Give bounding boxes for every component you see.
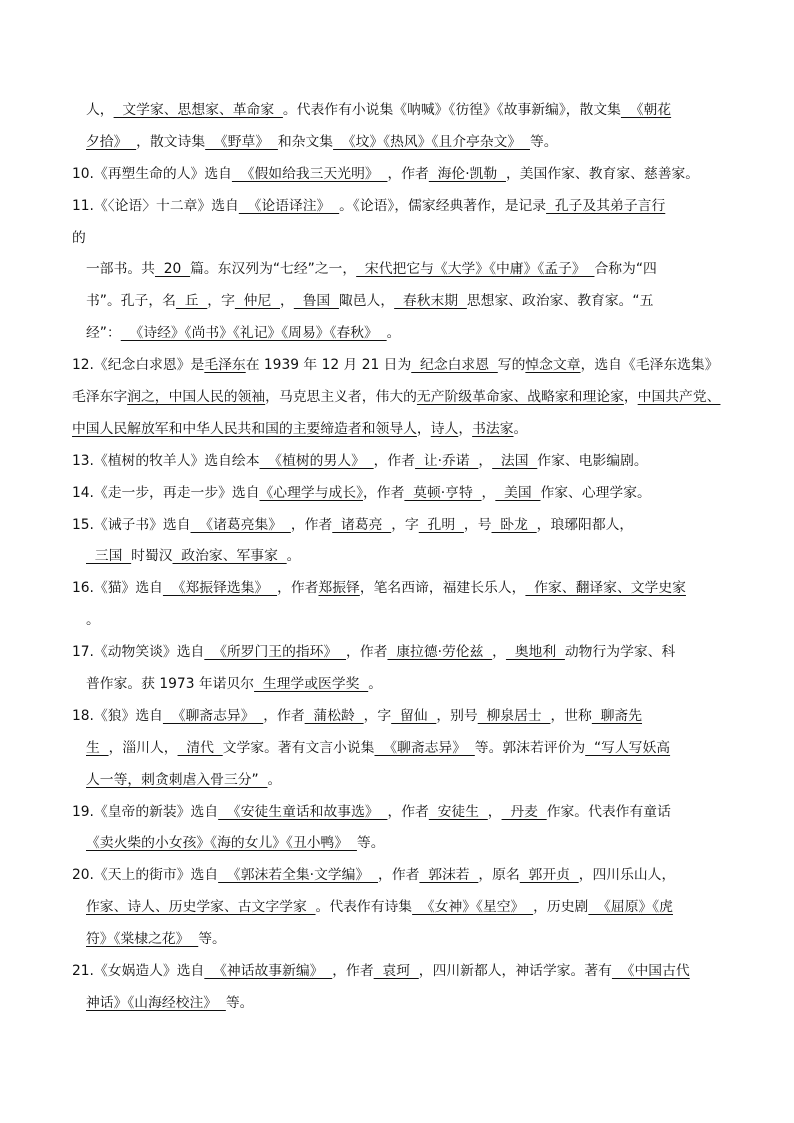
- answer-blank: 《女神》《星空》: [412, 899, 534, 916]
- text-line: [72, 605, 732, 637]
- answer-blank: 文学家、思想家、革命家: [113, 102, 283, 118]
- text-line: [72, 382, 732, 414]
- text-segment: 作家。代表作有童话: [546, 803, 671, 820]
- answer-blank: 《屈原》《虎: [588, 899, 673, 916]
- text-segment: ，: [478, 452, 493, 469]
- text-segment: 21.《女娲造人》选自: [72, 963, 205, 980]
- answer-blank: 孔子及其弟子言行: [546, 197, 666, 214]
- text-segment: ，世称: [550, 707, 592, 724]
- text-segment: ，: [623, 389, 638, 406]
- answer-blank: 康拉德·劳伦兹: [387, 644, 493, 661]
- answer-blank: “写人写妖高: [585, 739, 671, 756]
- answer-blank: 清代: [177, 739, 223, 756]
- answer-blank: 作家、诗人、历史学家、古文字学家: [86, 899, 316, 916]
- answer-blank: 法国: [492, 452, 538, 469]
- answer-blank: 无产阶级革命家、战略家和理论家: [416, 389, 624, 406]
- text-segment: 。: [86, 612, 100, 629]
- text-segment: 15.《诫子书》选自: [72, 516, 191, 533]
- answer-blank: 宋代把它与《大学》《中庸》《孟子》: [356, 261, 595, 278]
- text-segment: 等。: [356, 835, 385, 852]
- text-segment: 。: [286, 548, 301, 565]
- text-line: [72, 478, 732, 510]
- answer-blank: 卧龙: [491, 516, 537, 533]
- answer-blank: 符》《棠棣之花》: [86, 931, 199, 948]
- answer-blank: 中国共产党、: [637, 389, 721, 406]
- text-line: [72, 860, 732, 892]
- text-segment: 时蜀汉: [131, 548, 173, 565]
- text-segment: 。代表作有小说集《呐喊》《彷徨》《故事新编》，散文集: [282, 102, 621, 118]
- answer-blank: 奥地利: [505, 644, 565, 661]
- text-segment: ，原名: [478, 867, 520, 884]
- text-segment: 书”。孔子，名: [86, 293, 176, 310]
- text-line: [72, 127, 732, 159]
- answer-blank: 郭开贞: [519, 867, 579, 884]
- answer-blank: 袁珂: [373, 963, 419, 980]
- text-segment: ，作者: [346, 644, 388, 661]
- text-segment: 17.《动物笑谈》选自: [72, 644, 205, 661]
- text-segment: ，: [492, 644, 506, 661]
- document-body: [72, 95, 732, 1020]
- answer-blank: 蒲松龄: [304, 707, 364, 724]
- answer-blank: 丹麦: [501, 803, 547, 820]
- text-segment: ，选自《毛泽东选集》: [580, 357, 719, 374]
- text-segment: 和杂文集: [277, 133, 334, 150]
- text-segment: 20.《天上的街市》选自: [72, 867, 219, 884]
- text-segment: ，字: [363, 707, 392, 724]
- answer-blank: 《假如给我三天光明》: [231, 165, 388, 182]
- text-segment: 14.《走一步，再走一步》选自: [72, 484, 260, 501]
- answer-blank: 《聊斋志异》: [374, 739, 475, 756]
- text-segment: ，淄川人，: [108, 739, 178, 756]
- text-segment: ，字: [207, 293, 235, 310]
- text-line: [72, 350, 732, 382]
- text-segment: 一部书。共: [86, 261, 155, 278]
- answer-blank: 《安徒生童话和故事选》: [218, 803, 388, 820]
- text-line: [72, 95, 732, 127]
- answer-blank: 《聊斋志异》: [162, 707, 264, 724]
- text-line: [72, 669, 732, 701]
- text-line: [72, 446, 732, 478]
- text-line: [72, 733, 732, 765]
- text-line: [72, 765, 732, 797]
- answer-blank: 三国: [86, 548, 132, 565]
- answer-blank: 郑振铎: [318, 580, 360, 597]
- text-segment: 。《论语》，儒家经典著作，是记录: [339, 197, 547, 214]
- text-segment: ，字: [391, 516, 419, 533]
- text-segment: 10.《再塑生命的人》选自: [72, 165, 232, 182]
- answer-blank: 海伦·凯勒: [428, 165, 506, 182]
- text-segment: 文学家。著有文言小说集: [222, 739, 375, 756]
- answer-blank: 《所罗门王的指环》: [204, 644, 347, 661]
- text-segment: ，作者: [387, 165, 429, 182]
- text-segment: ，马克思主义者，伟大的: [265, 389, 417, 406]
- answer-blank: 诸葛亮: [332, 516, 392, 533]
- answer-blank: 莫顿·亨特: [404, 484, 482, 501]
- text-segment: ，: [416, 420, 431, 437]
- text-segment: 。: [368, 676, 382, 693]
- text-line: [72, 159, 732, 191]
- answer-blank: 丘: [175, 293, 208, 310]
- text-segment: 。: [267, 771, 282, 788]
- text-segment: 的: [72, 229, 86, 246]
- answer-blank: 夕拾》: [86, 133, 137, 150]
- answer-blank: 《郑振铎选集》: [162, 580, 278, 597]
- text-line: [72, 191, 732, 223]
- text-segment: 作家、心理学家。: [540, 484, 651, 501]
- text-segment: 。代表作有诗集: [315, 899, 413, 916]
- answer-blank: 《坟》《热风》《且介亭杂文》: [333, 133, 530, 150]
- text-segment: 人，: [86, 102, 114, 118]
- text-segment: ，四川新都人，神话学家。著有: [418, 963, 612, 980]
- text-segment: 写的: [497, 357, 526, 374]
- answer-blank: 郭沫若: [419, 867, 479, 884]
- text-line: [72, 318, 732, 350]
- text-segment: ，作者: [387, 803, 429, 820]
- text-segment: ，作者: [290, 516, 333, 533]
- text-line: [72, 988, 732, 1020]
- answer-blank: 仲尼: [234, 293, 281, 310]
- answer-blank: 诗人: [430, 420, 459, 437]
- text-segment: 思想家、政治家、教育家。“五: [466, 293, 654, 310]
- text-line: [72, 573, 732, 605]
- text-segment: ，: [487, 803, 502, 820]
- answer-blank: 安徒生: [428, 803, 488, 820]
- answer-blank: 作家、翻译家、文学史家: [525, 580, 686, 597]
- text-line: [72, 701, 732, 733]
- text-segment: ，作者: [277, 580, 319, 597]
- answer-blank: 人一等，刺贪刺虐入骨三分”: [86, 771, 268, 788]
- answer-blank: 毛泽东: [204, 357, 246, 374]
- answer-blank: 书法家: [472, 420, 514, 437]
- text-segment: ，四川乐山人，: [578, 867, 676, 884]
- text-line: [72, 797, 732, 829]
- answer-blank: 纪念白求恩: [411, 357, 498, 374]
- text-segment: 等。: [198, 931, 226, 948]
- text-segment: 13.《植树的牧羊人》选自绘本: [72, 452, 260, 469]
- answer-blank: 孔明: [418, 516, 464, 533]
- answer-blank: 《中国古代: [611, 963, 690, 980]
- answer-blank: 聊斋先: [591, 707, 643, 724]
- answer-blank: 春秋末期: [394, 293, 467, 310]
- answer-blank: 政治家、军事家: [172, 548, 287, 565]
- text-segment: 作家、电影编剧。: [537, 452, 648, 469]
- text-segment: 篇。东汉列为“七经”之一，: [190, 261, 357, 278]
- text-segment: ，: [280, 293, 294, 310]
- text-segment: 毛泽东字: [72, 389, 128, 406]
- answer-blank: 20: [154, 261, 191, 278]
- answer-blank: 生理学或医学奖: [254, 676, 369, 693]
- text-line: [72, 223, 732, 255]
- text-segment: ，号: [463, 516, 492, 533]
- text-segment: ，: [458, 420, 473, 437]
- answer-blank: 《植树的男人》: [259, 452, 374, 469]
- answer-blank: 美国: [495, 484, 541, 501]
- text-segment: 等。: [529, 133, 558, 150]
- answer-blank: 《野草》: [205, 133, 278, 150]
- answer-blank: 《神话故事新编》: [204, 963, 333, 980]
- text-segment: 经”：: [86, 325, 121, 342]
- text-segment: 。: [386, 325, 401, 342]
- text-line: [72, 637, 732, 669]
- text-segment: ，作者: [332, 963, 374, 980]
- text-segment: ，散文诗集: [136, 133, 206, 150]
- text-segment: 等。郭沫若评价为: [474, 739, 586, 756]
- answer-blank: 悼念文章: [525, 357, 581, 374]
- text-segment: 12.《纪念白求恩》是: [72, 357, 205, 374]
- text-segment: 19.《皇帝的新装》选自: [72, 803, 219, 820]
- text-segment: ，美国作家、教育家、慈善家。: [505, 165, 700, 182]
- text-line: [72, 541, 732, 573]
- answer-blank: 生: [86, 739, 109, 756]
- text-segment: 。: [513, 420, 528, 437]
- text-segment: ，作者: [363, 484, 405, 501]
- answer-blank: 让·乔诺: [415, 452, 479, 469]
- answer-blank: 柳泉居士: [477, 707, 551, 724]
- text-line: [72, 892, 732, 924]
- text-segment: 普作家。获 1973 年诺贝尔: [86, 676, 255, 693]
- answer-blank: 《郭沫若全集·文学编》: [218, 867, 379, 884]
- text-line: [72, 414, 732, 446]
- answer-blank: 《卖火柴的小女孩》《海的女儿》《丑小鸭》: [86, 835, 357, 852]
- answer-blank: 《诸葛亮集》: [190, 516, 291, 533]
- text-segment: 等。: [225, 994, 254, 1011]
- answer-blank: 神话》《山海经校注》: [86, 994, 226, 1011]
- text-line: [72, 924, 732, 956]
- answer-blank: 润之，中国人民的领袖: [127, 389, 266, 406]
- text-segment: 在 1939 年 12 月 21 日为: [245, 357, 412, 374]
- text-segment: ，琅琊阳都人，: [536, 516, 634, 533]
- answer-blank: 留仙: [391, 707, 437, 724]
- text-line: [72, 286, 732, 318]
- answer-blank: 《心理学与成长》: [259, 484, 363, 501]
- answer-blank: 中国人民解放军和中华人民共和国的主要缔造者和领导人: [72, 420, 417, 437]
- text-segment: 11.《〈论语〉十二章》选自: [72, 197, 239, 214]
- text-segment: ，别号: [436, 707, 478, 724]
- text-segment: 动物行为学家、科: [564, 644, 676, 661]
- text-segment: ，: [481, 484, 496, 501]
- text-line: [72, 254, 732, 286]
- text-line: [72, 510, 732, 542]
- text-segment: ，作者: [263, 707, 305, 724]
- text-line: [72, 956, 732, 988]
- answer-blank: 《论语译注》: [238, 197, 340, 214]
- text-segment: 合称为“四: [594, 261, 657, 278]
- text-line: [72, 828, 732, 860]
- answer-blank: 鲁国: [293, 293, 339, 310]
- text-segment: ，笔名西谛，福建长乐人，: [359, 580, 526, 597]
- answer-blank: 《朝花: [620, 102, 672, 118]
- text-segment: ，作者: [373, 452, 416, 469]
- text-segment: ，历史剧: [533, 899, 589, 916]
- text-segment: ，作者: [378, 867, 420, 884]
- text-segment: 陬邑人，: [338, 293, 395, 310]
- answer-blank: 《诗经》《尚书》《礼记》《周易》《春秋》: [120, 325, 387, 342]
- text-segment: 18.《狼》选自: [72, 707, 163, 724]
- text-segment: 16.《猫》选自: [72, 580, 163, 597]
